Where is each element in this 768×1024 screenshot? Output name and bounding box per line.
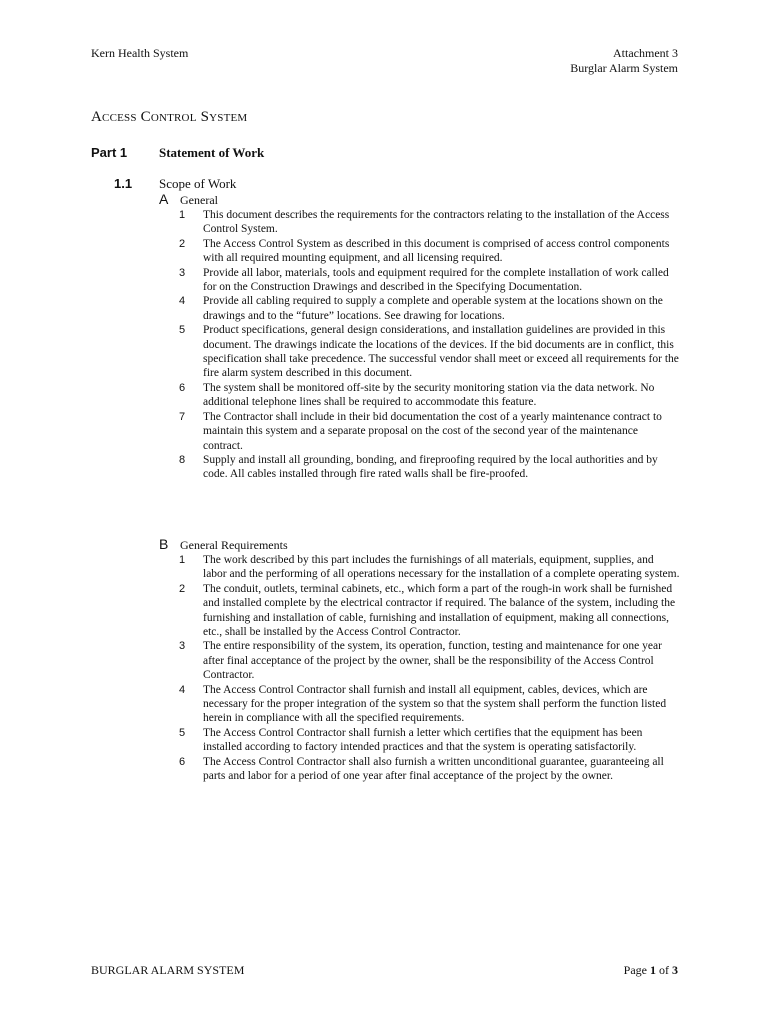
list-item <box>175 553 680 582</box>
subsection-b-title: General Requirements <box>180 538 288 552</box>
list-item <box>175 639 680 682</box>
header-organization: Kern Health System <box>91 46 189 60</box>
list-item-text: Provide all cabling required to supply a complete and operable system at the locations shown on the drawings and to the “future” locations. See drawing for locations. <box>203 295 663 322</box>
footer-page-number <box>624 963 678 978</box>
list-item-text: The work described by this part includes the furnishings of all materials, equipment, supplies, and labor and the performing of all operations necessary for the installation of a complete operating system. <box>203 554 680 581</box>
header-attachment <box>570 46 678 76</box>
list-item <box>175 294 680 323</box>
list-item-number: 7 <box>179 410 186 423</box>
list-item-text: Provide all labor, materials, tools and equipment required for the complete installation of work called for on the Construction Drawings and described in the Specifying Documentation. <box>203 266 669 294</box>
list-item-text: Supply and install all grounding, bonding, and fireproofing required by the local authorities and by code. All cables installed through fire rated walls shall be fire-proofed. <box>203 453 658 481</box>
list-item-number: 5 <box>179 726 186 739</box>
subsection-a-title: General <box>180 193 218 207</box>
list-item-number: 2 <box>179 582 186 595</box>
subsection-a-heading <box>159 191 218 208</box>
subsection-a-list <box>175 208 680 482</box>
section-number: 1.1 <box>114 176 133 191</box>
subsection-b-list <box>175 553 680 784</box>
list-item-number: 3 <box>179 266 186 279</box>
list-item-text: This document describes the requirements for the contractors relating to the installation of the Access Control System. <box>203 209 670 236</box>
list-item-number: 6 <box>179 381 186 394</box>
header-attachment-title: Burglar Alarm System <box>570 61 678 75</box>
subsection-a-letter: A <box>159 191 169 207</box>
list-item-number: 3 <box>179 640 186 653</box>
footer-document-name: BURGLAR ALARM SYSTEM <box>91 963 245 977</box>
list-item-text: The conduit, outlets, terminal cabinets, etc., which form a part of the rough-in work shall be furnished and installed complete by the electrical contractor if required. The balance of the system, including the furnishing and installation of cable, furnishing and installation of equipment, making all connections, etc., shall be installed by the Access Control Contractor. <box>203 582 676 639</box>
footer-page-total: 3 <box>672 963 678 977</box>
footer-of-word: of <box>659 963 669 977</box>
list-item-text: The Access Control Contractor shall furnish and install all equipment, cables, devices, which are necessary for the proper integration of the system so that the system shall perform the function listed herein in compliance with all the specified requirements. <box>203 683 667 725</box>
list-item-number: 1 <box>179 209 186 221</box>
subsection-b-letter: B <box>159 536 169 552</box>
list-item-number: 4 <box>179 295 186 308</box>
list-item <box>175 726 680 755</box>
list-item-number: 5 <box>179 324 186 337</box>
document-title: Access Control System <box>91 109 248 125</box>
list-item-number: 1 <box>179 554 186 566</box>
list-item <box>175 410 680 453</box>
list-item <box>175 208 680 237</box>
section-title: Scope of Work <box>159 176 237 191</box>
list-item-number: 6 <box>179 755 186 768</box>
list-item-text: The system shall be monitored off-site by the security monitoring station via the data network. No additional telephone lines shall be required to accommodate this feature. <box>203 381 655 409</box>
list-item-number: 4 <box>179 683 186 696</box>
list-item <box>175 755 680 784</box>
footer-page-word: Page <box>623 963 647 977</box>
list-item-text: The entire responsibility of the system, its operation, function, testing and maintenance for one year after final acceptance of the project by the owner, shall be the responsibility of the Access Control Contractor. <box>203 640 662 682</box>
list-item-text: Product specifications, general design considerations, and installation guidelines are provided in this document. The drawings indicate the locations of the devices. If the bid documents are in conflict, this specification shall take precedence. The successful vendor shall meet or exceed all requirements for the fire alarm system described in this document. <box>203 324 679 380</box>
list-item <box>175 582 680 640</box>
part-title: Statement of Work <box>159 145 265 160</box>
list-item-number: 8 <box>179 453 186 466</box>
subsection-b-heading <box>159 536 288 553</box>
list-item <box>175 381 680 410</box>
footer-page-current: 1 <box>650 963 656 977</box>
list-item-text: The Contractor shall include in their bid documentation the cost of a yearly maintenance contract to maintain this system and a separate proposal on the cost of the second year of the maintenance contract. <box>203 410 662 452</box>
list-item-number: 2 <box>179 237 186 250</box>
list-item <box>175 266 680 295</box>
list-item <box>175 323 680 381</box>
list-item-text: The Access Control Contractor shall furnish a letter which certifies that the equipment has been installed according to factory intended practices and that the system is operating satisfactorily. <box>203 726 643 754</box>
list-item <box>175 237 680 266</box>
list-item <box>175 683 680 726</box>
list-item <box>175 453 680 482</box>
part-label: Part 1 <box>91 145 128 160</box>
list-item-text: The Access Control System as described in this document is comprised of access control components with all required mounting equipment, and all licensing required. <box>203 237 670 265</box>
list-item-text: The Access Control Contractor shall also furnish a written unconditional guarantee, guaranteeing all parts and labor for a period of one year after final acceptance of the project by the owner. <box>203 755 664 783</box>
header-attachment-number: Attachment 3 <box>613 46 678 60</box>
